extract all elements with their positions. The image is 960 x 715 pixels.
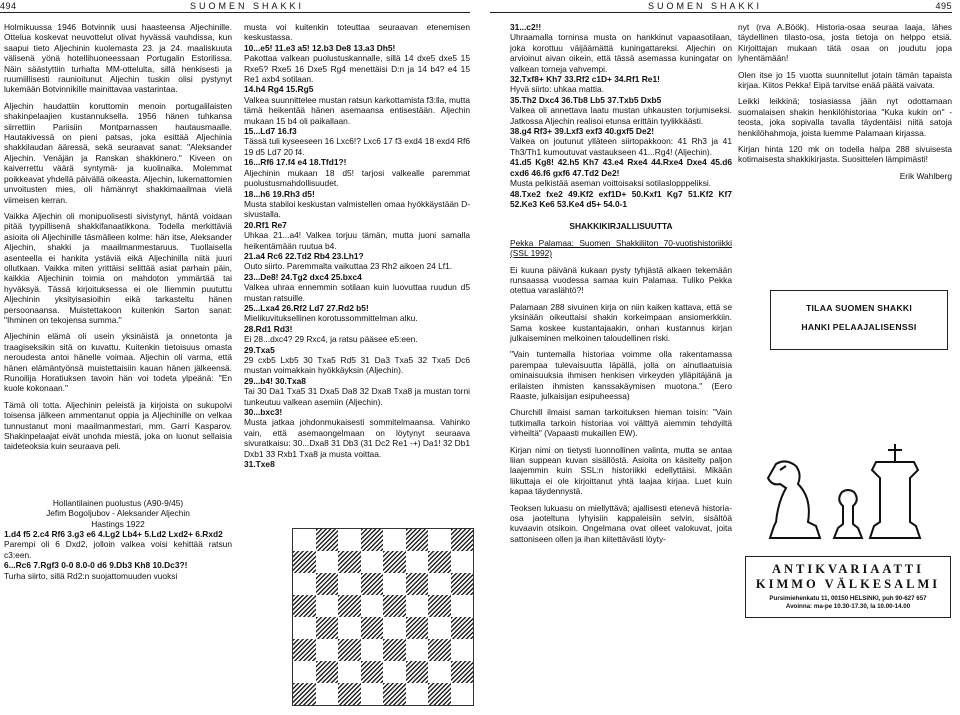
paragraph: Aljechin haudattiin koruttomin menoin portugalilaisten shakinpelaajien kustannuksella. 1956 hänen tuhkansa siirrettiin Pariisiin Montparnassen hautausmaalle. Hautakivessä on pieni patsas, joka esittää Aljechinia shakkilaudan ääressä, sekä seuraavat sanat: "Aleksander Aljechin. Venäjän ja Ranskan shakkinero." Kiveen on kaiverrettu väärä syntymä- ja kuolinaika. Molemmat poikkeavat yhdellä päivällä oikeasta. Aljechin, lukemattomien unvoitusten mies, oli hämännyt shakkimaailmaa vielä viimeisen kerran. bbox=[4, 100, 232, 205]
review-section-title: SHAKKIKIRJALLISUUTTA bbox=[569, 221, 673, 232]
board-square bbox=[361, 683, 384, 705]
board-square bbox=[316, 573, 339, 595]
board-square bbox=[293, 595, 316, 617]
paragraph: Aljechinin elämä oli usein yksinäistä ja onnetonta ja traagiseksikin sitä on kuvattu. Kuitenkin tietoisuus omasta neroudesta antoi hänelle voimaa. Aljechin oli varma, että hänen elämäntyönsä muistettaisiin kauan hänen jälkeensä. Runoilija Horatiuksen tavoin hän voi todeta ylpeänä: "En kuole kokonaan." bbox=[4, 331, 232, 394]
chess-diagram bbox=[292, 528, 474, 706]
review-book-title: Pekka Palamaa: Suomen Shakkiliiton 70-vuotishistoriikki (SSL 1992) bbox=[510, 237, 732, 259]
paragraph: Ei kuuna päivänä kukaan pysty tyhjästä alkaen tekemään runsaassa vuodessa samaa kuin Palamaa. Tuliko Pekka otettua varaslähtö?! bbox=[510, 264, 732, 296]
paragraph: Kirjan nimi on tietysti luonnollinen valinta, mutta se antaa liian suppean kuvan sisällöstä. Asioita on käsitelty paljon laajemmin kuin SSL:n historiikki edellyttäisi. Mikään liikuttaja ei ole kirjoittanut yhtä laajaa kirjaa. Luet kuin kapaa täydennystä. bbox=[510, 444, 732, 497]
board-square bbox=[293, 529, 316, 551]
game-opening: Hollantilainen puolustus (A90-9/45) bbox=[52, 497, 184, 508]
board-square bbox=[451, 617, 474, 639]
paragraph: Kirjan hinta 120 mk on todella halpa 288 sivuisesta kotimaisesta shakkikirjasta. Suosittelen lämpimästi! bbox=[738, 144, 952, 165]
board-square bbox=[316, 639, 339, 661]
board-square bbox=[293, 661, 316, 683]
board-square bbox=[428, 617, 451, 639]
board-square bbox=[406, 639, 429, 661]
board-square bbox=[361, 661, 384, 683]
board-square bbox=[338, 617, 361, 639]
right-running-title: SUOMEN SHAKKI bbox=[648, 1, 763, 11]
game-heading bbox=[4, 498, 232, 529]
board-square bbox=[428, 683, 451, 705]
column-4 bbox=[738, 22, 952, 181]
annotation: Outo siirto. Paremmalta vaikuttaa 23 Rh2 aikoen 24 Lf1. bbox=[244, 261, 453, 272]
board-square bbox=[293, 617, 316, 639]
board-square bbox=[406, 551, 429, 573]
ad-opening-hours: Avoinna: ma-pe 10.30-17.30, la 10.00-14.00 bbox=[785, 603, 911, 610]
left-running-title: SUOMEN SHAKKI bbox=[190, 1, 305, 11]
board-square bbox=[406, 683, 429, 705]
board-square bbox=[428, 551, 451, 573]
board-square bbox=[383, 595, 406, 617]
game-moves: 16...Rf6 17.f4 e4 18.Tfd1?! bbox=[244, 157, 347, 168]
left-page-number: 494 bbox=[0, 1, 17, 11]
game-moves: 20.Rf1 Re7 bbox=[244, 219, 287, 230]
ad-license-text: HANKI PELAAJALISENSSI bbox=[801, 322, 917, 332]
board-square bbox=[338, 661, 361, 683]
left-header-rule bbox=[0, 12, 470, 13]
game-moves: 29...b4! 30.Txa8 bbox=[244, 375, 306, 386]
board-square bbox=[428, 595, 451, 617]
board-square bbox=[383, 639, 406, 661]
game-moves: 30...bxc3! bbox=[244, 407, 283, 418]
review-signature: Erik Wahlberg bbox=[899, 170, 952, 181]
pawn-icon bbox=[834, 490, 862, 538]
game-moves: 6...Rc6 7.Rgf3 0-0 8.0-0 d6 9.Db3 Kh8 10.Dc3?! bbox=[4, 560, 188, 571]
board-square bbox=[293, 683, 316, 705]
game-moves: 35.Th2 Dxc4 36.Tb8 Lb5 37.Txb5 Dxb5 bbox=[510, 94, 662, 105]
annotation: Valkea uhraa ennemmin sotilaan kuin luovuttaa ruudun d5 mustan ratsuille. bbox=[244, 282, 470, 303]
game-moves: 15...Ld7 16.f3 bbox=[244, 126, 297, 137]
game-moves: 23...De8! 24.Tg2 dxc4 25.bxc4 bbox=[244, 271, 362, 282]
board-square bbox=[428, 573, 451, 595]
board-square bbox=[293, 573, 316, 595]
board-square bbox=[293, 639, 316, 661]
annotation: Musta pelkistää aseman voittoisaksi sotilaslopppeliksi. bbox=[510, 178, 712, 189]
board-square bbox=[316, 595, 339, 617]
ad-address: Pursimiehenkatu 11, 00150 HELSINKI, puh 90-627 657 bbox=[769, 595, 927, 602]
game-players: Jefim Bogoljubov - Aleksander Aljechin bbox=[46, 508, 190, 519]
paragraph: Palamaan 288 sivuinen kirja on niin kaiken kattava, että se yksinään oikeuttaisi shakin korkeimpaan ansiomerkkiin. Sama koskee kustantajaakin, onhan kustannus kirjan julkaiseminen melkoinen taloudellinen riski. bbox=[510, 301, 732, 343]
annotation: Turha siirto, sillä Rd2:n suojattomuuden vuoksi bbox=[4, 570, 178, 581]
game-moves: 25...Lxa4 26.Rf2 Ld7 27.Rd2 b5! bbox=[244, 302, 369, 313]
antiquarian-ad bbox=[745, 556, 951, 618]
board-square bbox=[338, 529, 361, 551]
column-1 bbox=[4, 22, 232, 581]
board-square bbox=[316, 683, 339, 705]
game-event: Hastings 1922 bbox=[91, 518, 145, 529]
column-3 bbox=[510, 22, 732, 550]
board-square bbox=[338, 595, 361, 617]
annotation: Valkea on joutunut ylläteen siirtopakkoon: 41 Rh3 ja 41 Th3/Th1 kumoutuvat vastaukseen 41...Rg4! (Aljechin). bbox=[510, 136, 732, 157]
board-square bbox=[451, 529, 474, 551]
board-square bbox=[361, 551, 384, 573]
game-moves: 28.Rd1 Rd3! bbox=[244, 323, 293, 334]
board-square bbox=[406, 573, 429, 595]
board-square bbox=[428, 661, 451, 683]
annotation: 29 cxb5 Lxb5 30 Txa5 Rd5 31 Da3 Txa5 32 Txa5 Dc6 mustan voimakkain hyökkäyksin (Aljechin). bbox=[244, 355, 470, 376]
game-moves: 18...h6 19.Rh3 d5! bbox=[244, 188, 315, 199]
chess-pieces-illustration bbox=[750, 418, 950, 548]
board-square bbox=[406, 595, 429, 617]
ad-shop-name: ANTIKVARIAATTI bbox=[772, 562, 924, 576]
board-square bbox=[383, 683, 406, 705]
board-square bbox=[451, 639, 474, 661]
ad-subscribe-text: TILAA SUOMEN SHAKKI bbox=[805, 303, 913, 313]
board-square bbox=[406, 529, 429, 551]
paragraph: Olen itse jo 15 vuotta suunnitellut jotain tämän tapaista kirjaa. Kiitos Pekka! Eipä tarvitse enää päätä vaivata. bbox=[738, 69, 952, 91]
game-moves: 31...c2!! bbox=[510, 22, 542, 32]
board-square bbox=[361, 573, 384, 595]
paragraph: Tämä oli totta. Aljechinin peleistä ja kirjoista on sukupolvi toisensa jälkeen ammentanut oppia ja Aljechinille on velkaa tunnustanut moni maailmanmestari, mm. Garri Kasparov. Shakinpelaajat eivät unohda miestä, joka on luonut sellaisia taideteoksia kuin seuraava peli. bbox=[4, 399, 232, 452]
board-square bbox=[406, 617, 429, 639]
game-moves: 29.Txa5 bbox=[244, 344, 275, 355]
board-square bbox=[451, 551, 474, 573]
annotation: Valkea suunnittelee mustan ratsun karkottamista f3:lla, mutta tämä heikentää hänen asemaansa entisestään. Aljechin mukaan 15 b4 oli paikallaan. bbox=[244, 94, 470, 126]
annotation: Uhraamalla torninsa musta on hankkinut vapaasotilaan, joka korottuu väijäämättä kuningattareksi. Aljechin on arvioinut aivan oikein, että tässä asemassa kuningatar on valkean torneja vahvempi. bbox=[510, 32, 732, 74]
board-square bbox=[406, 661, 429, 683]
game-moves: 21.a4 Rc6 22.Td2 Rb4 23.Lh1? bbox=[244, 250, 364, 261]
annotation: Tai 30 Da1 Txa5 31 Dxa5 Da8 32 Dxa8 Txa8 ja mustan torni tunkeutuu valkean asemiin (Aljechin). bbox=[244, 386, 470, 407]
game-moves: 10...e5! 11.e3 a5! 12.b3 De8 13.a3 Dh5! bbox=[244, 42, 396, 53]
king-icon bbox=[870, 444, 920, 538]
column-2 bbox=[244, 22, 470, 469]
annotation: Parempi oli 6 Dxd2, jolloin valkea voisi kehittää ratsun c3:een. bbox=[4, 539, 232, 560]
board-square bbox=[383, 617, 406, 639]
board-square bbox=[361, 639, 384, 661]
game-moves: 32.Txf8+ Kh7 33.Rf2 c1D+ 34.Rf1 Re1! bbox=[510, 74, 660, 85]
annotation: Hyvä siirto: uhkaa mattia. bbox=[510, 84, 605, 95]
game-moves: 31.Txe8 bbox=[244, 459, 275, 470]
game-moves: 1.d4 f5 2.c4 Rf6 3.g3 e6 4.Lg2 Lb4+ 5.Ld2 Lxd2+ 6.Rxd2 bbox=[4, 529, 223, 540]
board-square bbox=[361, 595, 384, 617]
board-square bbox=[338, 551, 361, 573]
board-square bbox=[428, 639, 451, 661]
board-square bbox=[383, 573, 406, 595]
annotation: Pakottaa valkean puolustuskannalle, sillä 14 dxe5 dxe5 15 Rxe5? Rxe5 16 Dxe5 Rg4 menettäisi D:n ja 14 b4? e4 15 Re1 axb4 sotilaan. bbox=[244, 53, 470, 85]
ad-owner-name: KIMMO VÄLKESALMI bbox=[755, 577, 941, 591]
board-square bbox=[428, 529, 451, 551]
board-square bbox=[338, 639, 361, 661]
paragraph: Leikki leikkinä; tosiasiassa jään nyt odottamaan suomalaisen shakin henkilöhistoriaa "Kuka kukin on" -teosta, joka sopivalla tavalla täydentäisi niitä satoja henkilöhahmoja, joista luemme Palamaan kirjassa. bbox=[738, 96, 952, 138]
annotation: Musta stabiloi keskustan valmistellen omaa hyökkäystään D-sivustalla. bbox=[244, 198, 470, 220]
annotation: Mielikuvituksellinen korotussommittelman alku. bbox=[244, 313, 418, 324]
board-square bbox=[361, 617, 384, 639]
annotation: Ei 28...dxc4? 29 Rxc4, ja ratsu pääsee e5:een. bbox=[244, 334, 418, 345]
board-square bbox=[338, 683, 361, 705]
board-square bbox=[293, 551, 316, 573]
paragraph: Teoksen lukuasu on miellyttävä; ajallisesti etenevä historia-osa jaoteltuna lyhyisiin kappaleisiin selvin, sisältöä kuvaavin otsikoin. Ongelmana ovat olleet valokuvat, joita sattoniseen ollen ja ihan kiitettävästi löyty- bbox=[510, 502, 732, 544]
board-square bbox=[316, 617, 339, 639]
game-moves: 38.g4 Rf3+ 39.Lxf3 exf3 40.gxf5 De2! bbox=[510, 126, 655, 137]
board-square bbox=[451, 661, 474, 683]
game-moves: 41.d5 Kg8! 42.h5 Kh7 43.e4 Rxe4 44.Rxe4 Dxe4 45.d6 cxd6 46.f6 gxf6 47.Td2 De2! bbox=[510, 157, 732, 178]
board-square bbox=[338, 573, 361, 595]
paragraph: Holmikuussa 1946 Botvinnik uusi haasteensa Aljechinille. Ottelua koskevat neuvottelut olivat hyvässä vauhdissa, kun saapui tieto Aljechinin kuolemasta 23. ja 24. maaliskuuta välisenä yönä hotellihuoneessaan Portugalin Estorilissa. Näin säästyttiin turhalta MM-ottelulta, sillä henkisesti ja ruumiillisesti raunioitunut Aljechin tuskin olisi pystynyt lukemään Botvinnikille mainittavaa vastarintaa. bbox=[4, 22, 232, 95]
annotation: Tässä tuli kyseeseen 16 Lxc6!? Lxc6 17 f3 exd4 18 exd4 Rf6 19 d5 Ld7 20 f4. bbox=[244, 136, 470, 157]
knight-icon bbox=[768, 461, 820, 538]
board-square bbox=[383, 661, 406, 683]
annotation: Valkea oli annettava laatu mustan uhkausten torjumiseksi. Jatkossa Aljechin realisoi etunsa erittäin tyylikkäästi. bbox=[510, 105, 732, 126]
annotation: Aljechinin mukaan 18 d5! tarjosi valkealle paremmat puolustusmahdollisuudet. bbox=[244, 167, 470, 189]
board-square bbox=[383, 551, 406, 573]
subscription-ad bbox=[770, 290, 948, 350]
game-moves: 48.Txe2 fxe2 49.Kf2 exf1D+ 50.Kxf1 Kg7 51.Kf2 Kf7 52.Ke3 Ke6 53.Ke4 d5+ 54.0-1 bbox=[510, 188, 732, 209]
paragraph: nyt (rva A.Böök). Historia-osaa seuraa laaja, lähes täydellinen tilasto-osa, josta tietoja on helppo etsiä. Kirjoittajan mukaan tätä osaa on joudutu jopa lyhentämään! bbox=[738, 22, 952, 64]
board-square bbox=[451, 595, 474, 617]
board-square bbox=[451, 573, 474, 595]
board-square bbox=[361, 529, 384, 551]
paragraph: Churchill ilmaisi saman tarkoituksen hieman toisin: "Vain tutkimalla tarkoin historiaa voi välttyä aiemmin tehdyiltä virheiltä" (Vapaasti mukaillen EW). bbox=[510, 407, 732, 439]
board-square bbox=[316, 661, 339, 683]
paragraph: Vaikka Aljechin oli monipuolisesti sivistynyt, häntä voidaan pitää tyypillisenä shakkifanaatikkona. Todella merkittäviä asioita oli Aljechinille täsmälleen kolme: hän itse, Aleksander Aljechin, shakki ja maailmanmestaruus. Tuollaisella asenteella ei hankita ystäviä eikä Aljechinilla niitä juuri ollutkaan. Vaikka miten yrittäisi selittää asiat parhain päin, kaikkia Aljechinin toimia on mahdoton ymmärtää tai hyväksyä. Tässä kirjoituksessa ei ole lliemmin puututtu Aljechinin yksityisasioihin eikä tarkasteltu hänen persoonaansa. Muistettakoon kuitenkin Sarton sanat: "Ihminen on tekojensa summa." bbox=[4, 210, 232, 325]
game-moves: 14.h4 Rg4 15.Rg5 bbox=[244, 84, 314, 95]
board-square bbox=[316, 529, 339, 551]
paragraph: "Vain tuntemalla historiaa voimme olla rakentamassa parempaa tulevaisuutta läpällä, jolla on ainutlaatuisia ominaisuuksia ihmisen henkisen virkeyden ylläpitäjänä ja erilaisten ihmisten kanssakäymisen muotona." (Eero Raaste, julkaisijan esipuheessa) bbox=[510, 349, 732, 401]
board-square bbox=[383, 529, 406, 551]
right-header-rule bbox=[490, 12, 952, 13]
right-page-number: 495 bbox=[935, 1, 952, 11]
board-square bbox=[316, 551, 339, 573]
annotation: Musta jatkaa johdonmukaisesti sommitelmaansa. Vahinko vain, että asemaongelmaan on löytynyt seuraava sivuratkaisu: 30...Dxa8 31 Db3 (31 Dc2 Re1 -+) Da1! 32 Db1 Dxb1 33 Rxb1 Txa8 ja musta voittaa. bbox=[244, 417, 470, 459]
annotation: musta voi kuitenkin toteuttaa seuraavan etenemisen keskustassa. bbox=[244, 22, 470, 43]
annotation: Uhkaa 21...a4! Valkea torjuu tämän, mutta juoni samalla heikentämään ruutua b4. bbox=[244, 230, 470, 251]
board-square bbox=[451, 683, 474, 705]
